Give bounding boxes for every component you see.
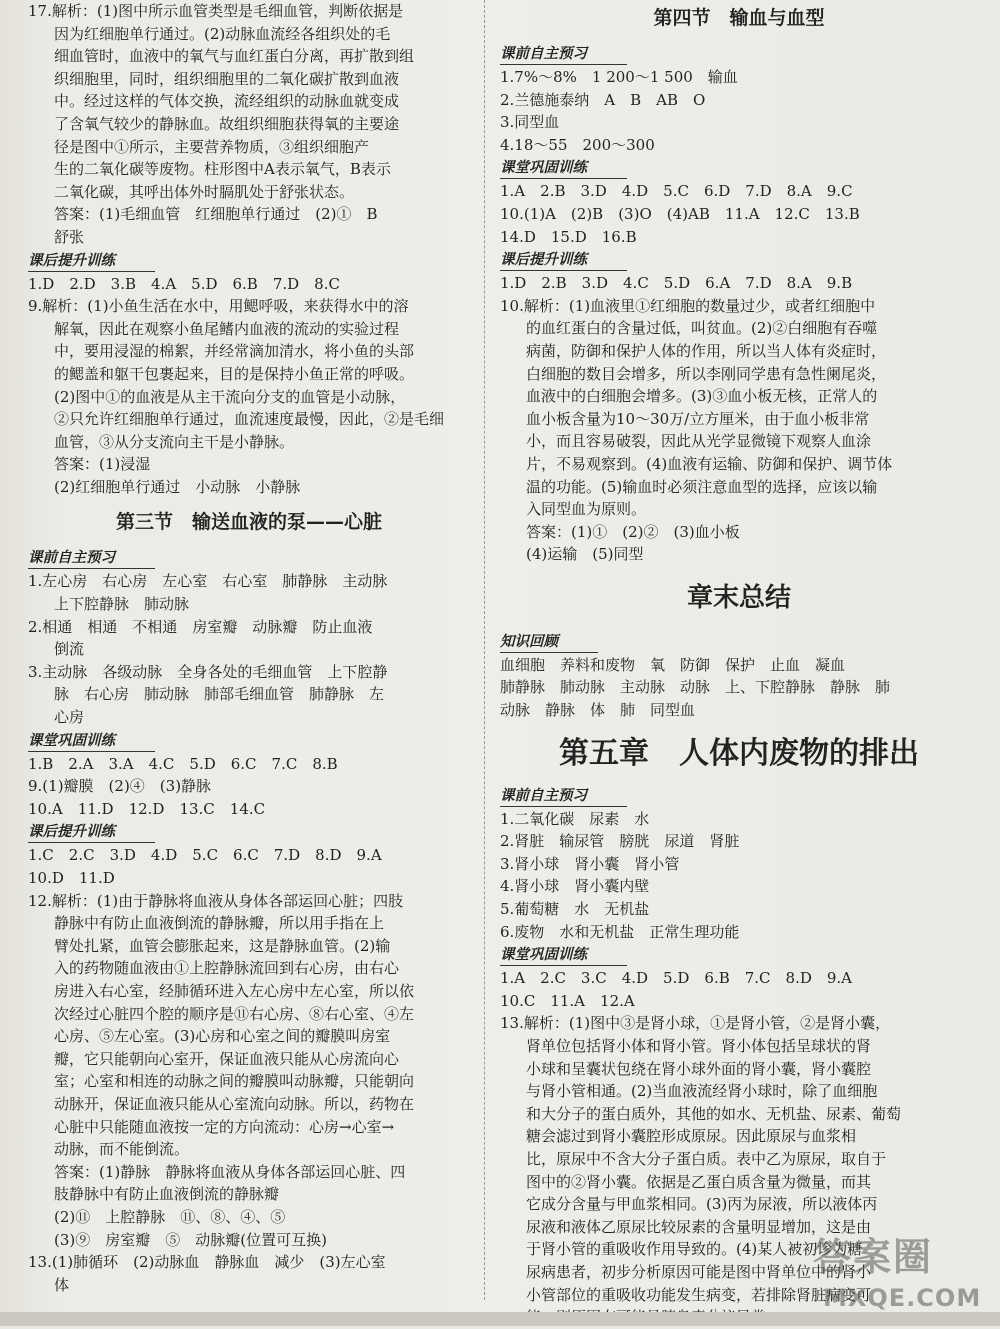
text-line: 心房 [54,708,85,727]
text-line: 1.二氧化碳 尿素 水 [500,809,650,828]
text-line: 10.(1)A (2)B (3)O (4)AB 11.A 12.C 13.B [500,204,860,223]
text-line: 9.(1)瓣膜 (2)④ (3)静脉 [28,777,212,796]
text-line: 17.解析：(1)图中所示血管类型是毛细血管，判断依据是 [28,2,404,20]
text-line: 次经过心脏四个腔的顺序是⑪右心房、⑧右心室、④左 [54,1004,415,1023]
text-line: 的血红蛋白的含量过低，叫贫血。(2)②白细胞有吞噬 [526,319,878,338]
preview-block [500,66,978,156]
text-line: 1.左心房 右心房 左心室 右心室 肺静脉 主动脉 [28,572,388,591]
text-line: 入同型血为原则。 [526,500,647,519]
text-line: 温的功能。(5)输血时必须注意血型的选择，应该以输 [526,477,878,496]
text-line: 尿病患者，初步分析原因可能是图中肾单位中的肾小 [526,1262,872,1281]
text-line: 细血管时，血液中的氧气与血红蛋白分离，再扩散到组 [54,47,415,66]
text-line: 尿液和液体乙原尿比较尿素的含量明显增加，这是由 [526,1217,872,1236]
text-line: 于肾小管的重吸收作用导致的。(4)某人被初诊为糖 [526,1240,863,1259]
right-column [500,0,978,1329]
after-class-block-1 [28,273,470,499]
answer-line: 肢静脉中有防止血液倒流的静脉瓣 [54,1185,280,1204]
section-heading: 课堂巩固训练 [500,945,627,966]
text-line: 4.肾小球 肾小囊内壁 [500,877,650,896]
text-line: 与肾小管相通。(2)当血液流经肾小球时，除了血细胞 [526,1082,878,1101]
answer-line: 答案：(1)毛细血管 红细胞单行通过 (2)① B [54,205,378,224]
q17-block [28,0,470,249]
text-line: 糖会滤过到肾小囊腔形成原尿。因此原尿与血浆相 [526,1127,857,1146]
text-line: 入的药物随血液由①上腔静脉流回到右心房，由右心 [54,959,400,978]
text-line: 6.废物 水和无机盐 正常生理功能 [500,922,740,941]
text-line: 比，原尿中不含大分子蛋白质。表中乙为原尿，取自于 [526,1149,887,1168]
text-line: 瓣，它只能朝向心室开，保证血液只能从心房流向心 [54,1049,400,1068]
text-line: 3.同型血 [500,113,560,132]
text-line: 中，要用浸湿的棉絮，并经常滴加清水，将小鱼的头部 [54,342,415,361]
text-line: 织细胞里，同时，组织细胞里的二氧化碳扩散到血液 [54,69,400,88]
section-heading: 知识回顾 [500,632,598,653]
section-title: 第四节 输血与血型 [653,7,825,29]
text-line: 3.肾小球 肾小囊 肾小管 [500,854,680,873]
section-heading: 课前自主预习 [28,548,155,569]
text-line: 解氧，因此在观察小鱼尾鳍内血液的流动的实验过程 [54,319,400,338]
text-line: 10.C 11.A 12.A [500,991,635,1010]
text-line: 13.(1)肺循环 (2)动脉血 静脉血 减少 (3)左心室 [28,1253,386,1272]
classroom-block [28,753,470,821]
text-line: 1.A 2.B 3.D 4.D 5.C 6.D 7.D 8.A 9.C [500,182,853,201]
text-line: 3.主动脉 各级动脉 全身各处的毛细血管 上下腔静 [28,662,388,681]
text-line: 肾单位包括肾小体和肾小管。肾小体包括呈球状的肾 [526,1037,872,1055]
text-line: 动脉开，保证血液只能从心室流向动脉。所以，药物在 [54,1094,415,1113]
text-line: 1.D 2.B 3.D 4.C 5.D 6.A 7.D 8.A 9.B [500,274,853,293]
text-line: 1.A 2.C 3.C 4.D 5.D 6.B 7.C 8.D 9.A [500,969,853,988]
site-watermark [795,1218,995,1322]
section-heading: 课堂巩固训练 [28,731,155,752]
text-line: 因为红细胞单行通过。(2)动脉血流经各组织处的毛 [54,24,391,43]
text-line: 1.7%～8% 1 200～1 500 输血 [500,68,738,86]
text-line: 12.解析：(1)由于静脉将血液从身体各部运回心脏；四肢 [28,891,404,910]
answer-line: 答案：(1)① (2)② (3)血小板 [526,522,740,541]
left-column [28,0,470,1296]
preview-block [500,808,978,944]
text-line: (2)图中①的血液是从主干流向分支的血管是小动脉， [54,387,406,406]
text-line: 倒流 [54,640,85,659]
text-line: 静脉中有防止血液倒流的静脉瓣，所以用手指在上 [54,914,385,933]
text-line: 脉 右心房 肺动脉 肺部毛细血管 肺静脉 左 [54,685,385,704]
classroom-block [500,180,978,248]
section-title: 第三节 输送血液的泵——心脏 [115,511,382,534]
text-line: 心脏中只能随血液按一定的方向流动：心房→心室→ [54,1117,395,1136]
text-line: 心房、⑤左心室。(3)心房和心室之间的瓣膜叫房室 [54,1027,391,1046]
answer-line: 答案：(1)浸湿 [54,455,151,474]
text-line: 二氧化碳，其呼出体外时膈肌处于舒张状态。 [54,182,355,201]
text-line: 9.解析：(1)小鱼生活在水中，用鳃呼吸，来获得水中的溶 [28,297,409,316]
text-line: 1.C 2.C 3.D 4.D 5.C 6.C 7.D 8.D 9.A [28,846,382,865]
text-line: 4.18～55 200～300 [500,135,655,154]
watermark-url: MXQE.COM [823,1284,982,1312]
text-line: 血管，③从分支流向主干是小静脉。 [54,432,295,451]
text-line: 它成分含量与甲血浆相同。(3)丙为尿液，所以液体丙 [526,1195,878,1214]
section-heading: 课堂巩固训练 [500,158,627,179]
text-line: 5.葡萄糖 水 无机盐 [500,900,650,919]
preview-block [28,570,470,728]
text-line: 径是图中①所示，主要营养物质，③组织细胞产 [54,137,370,156]
text-line: 13.解析：(1)图中③是肾小球，①是肾小管，②是肾小囊， [500,1014,891,1033]
after-class-block [500,272,978,566]
text-line: 图中的②肾小囊。依据是乙蛋白质含量为微量，而其 [526,1172,872,1191]
text-line: 1.D 2.D 3.B 4.A 5.D 6.B 7.D 8.C [28,274,340,293]
text-line: 臂处扎紧，血管会膨胀起来，这是静脉血管。(2)输 [54,936,391,955]
text-line: 房进入右心室，经肺循环进入左心房中左心室，所以依 [54,981,415,1000]
text-line: 小管部位的重吸收功能发生病变，若排除肾脏病变可 [526,1285,872,1304]
text-line: 2.肾脏 输尿管 膀胱 尿道 肾脏 [500,832,740,851]
text-line: 体 [54,1275,70,1294]
section-heading: 课后提升训练 [28,822,155,843]
text-line: 上下腔静脉 肺动脉 [54,595,190,614]
column-divider [484,0,486,1300]
answer-line: (3)⑨ 房室瓣 ⑤ 动脉瓣(位置可互换) [54,1230,327,1249]
section-heading: 课后提升训练 [28,251,155,272]
answer-line: (2)红细胞单行通过 小动脉 小静脉 [54,477,301,496]
text-line: 中。经过这样的气体交换，流经组织的动脉血就变成 [54,92,400,111]
text-line: 血液中的白细胞会增多。(3)③血小板无核，正常人的 [526,387,878,406]
text-line: 室；心室和相连的动脉之间的瓣膜叫动脉瓣，只能朝向 [54,1072,415,1091]
page-bottom-edge [0,1312,1000,1326]
text-line: 血小板含量为10～30万/立方厘米，由于血小板非常 [526,409,870,428]
answer-line: 舒张 [54,227,85,246]
answer-line: (4)运输 (5)同型 [526,545,644,564]
text-line: 肺静脉 肺动脉 主动脉 动脉 上、下腔静脉 静脉 肺 [500,678,891,697]
summary-title: 章末总结 [686,582,791,613]
text-line: 2.相通 相通 不相通 房室瓣 动脉瓣 防止血液 [28,617,373,636]
text-line: 血细胞 养料和废物 氧 防御 保护 止血 凝血 [500,655,846,674]
text-line: 了含氧气较少的静脉血。故组织细胞获得氧的主要途 [54,114,400,133]
answer-line: 答案：(1)静脉 静脉将血液从身体各部运回心脏、四 [54,1162,406,1181]
text-line: 病菌，防御和保护人体的作用，所以当人体有炎症时， [526,341,887,360]
text-line: 10.A 11.D 12.D 13.C 14.C [28,799,266,818]
text-line: 1.B 2.A 3.A 4.C 5.D 6.C 7.C 8.B [28,754,338,773]
text-line: 和大分子的蛋白质外，其他的如水、无机盐、尿素、葡萄 [526,1104,902,1123]
watermark-logo-text: 答案圈 [813,1235,934,1279]
text-line: ②只允许红细胞单行通过，血流速度最慢，因此，②是毛细 [54,410,445,429]
section-heading: 课前自主预习 [500,44,627,65]
text-line: 动脉 静脉 体 肺 同型血 [500,701,696,720]
chapter-title: 第五章 人体内废物的排出 [559,735,919,771]
text-line: 白细胞的数目会增多，所以李刚同学患有急性阑尾炎， [526,364,887,383]
text-line: 14.D 15.D 16.B [500,227,637,246]
text-line: 片，不易观察到。(4)血液有运输、防御和保护、调节体 [526,454,893,473]
text-line: 10.解析：(1)血液里①红细胞的数量过少，或者红细胞中 [500,296,876,315]
section-heading: 课后提升训练 [500,250,627,271]
review-block [500,654,978,722]
text-line: 小，而且容易破裂，因此从光学显微镜下观察人血涂 [526,432,872,451]
text-line: 的鳃盖和躯干包裹起来，目的是保持小鱼正常的呼吸。 [54,364,415,383]
after-class-block-2 [28,844,470,1296]
section-heading: 课前自主预习 [500,786,627,807]
text-line: 2.兰德施泰纳 A B AB O [500,90,706,109]
text-line: 动脉，而不能倒流。 [54,1140,190,1159]
answer-line: (2)⑪ 上腔静脉 ⑪、⑧、④、⑤ [54,1207,286,1226]
text-line: 小球和呈囊状包绕在肾小球外面的肾小囊，肾小囊腔 [526,1059,872,1078]
text-line: 生的二氧化碳等废物。柱形图中A表示氧气，B表示 [54,160,391,179]
text-line: 10.D 11.D [28,869,115,887]
